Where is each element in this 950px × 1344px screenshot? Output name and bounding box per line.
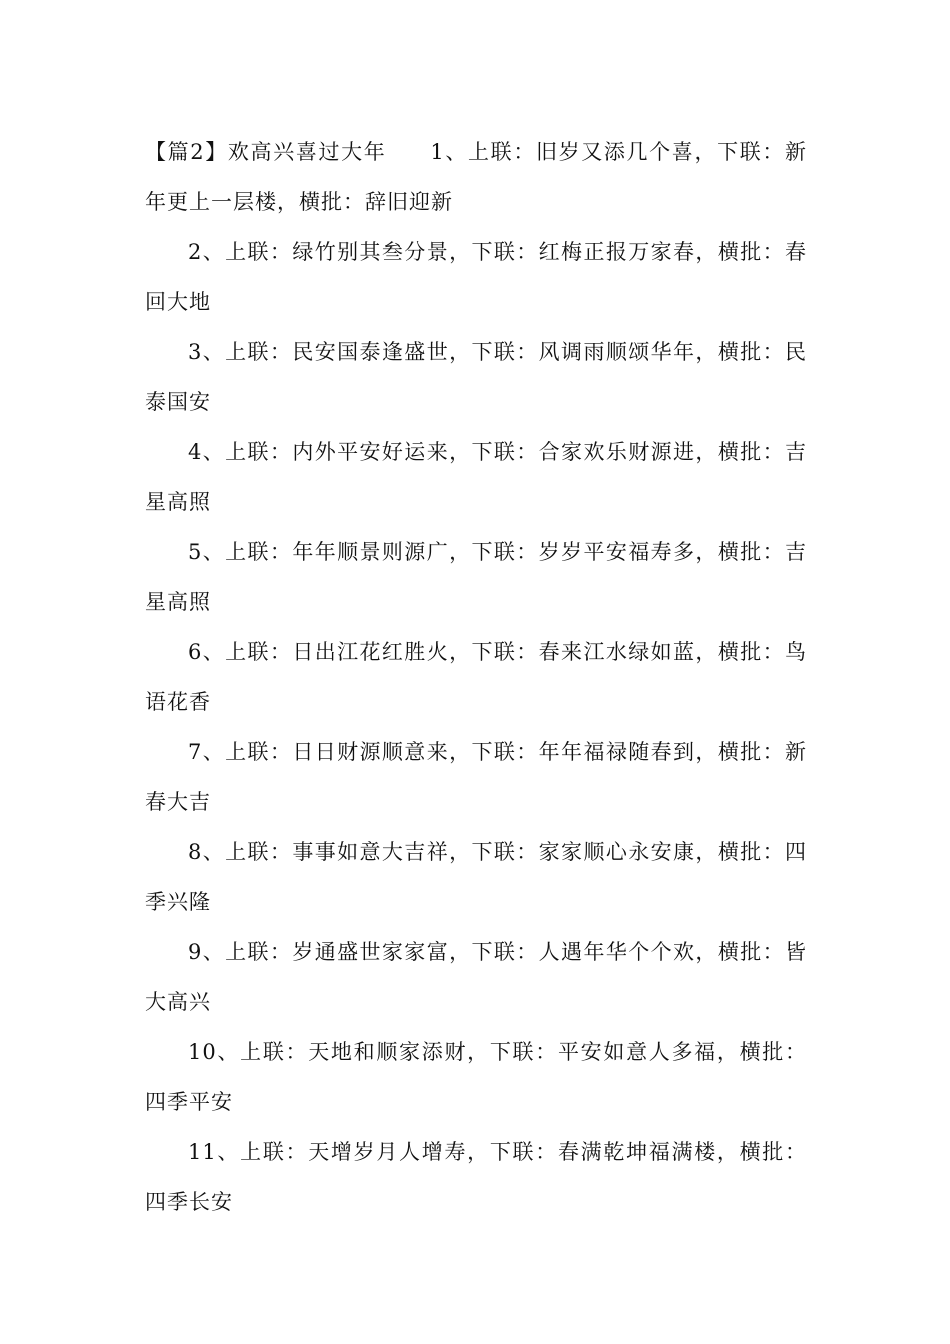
paragraph-1 bbox=[145, 127, 807, 227]
couplet-item: 2、上联：绿竹别其叁分景，下联：红梅正报万家春，横批：春回大地 bbox=[145, 240, 807, 314]
couplet-item: 11、上联：天增岁月人增寿，下联：春满乾坤福满楼，横批：四季长安 bbox=[145, 1140, 807, 1214]
couplet-item: 3、上联：民安国泰逢盛世，下联：风调雨顺颂华年，横批：民泰国安 bbox=[145, 340, 807, 414]
couplet-item: 7、上联：日日财源顺意来，下联：年年福禄随春到，横批：新春大吉 bbox=[145, 740, 807, 814]
couplet-item: 10、上联：天地和顺家添财，下联：平安如意人多福，横批：四季平安 bbox=[145, 1040, 807, 1114]
couplet-item: 8、上联：事事如意大吉祥，下联：家家顺心永安康，横批：四季兴隆 bbox=[145, 840, 807, 914]
couplet-item: 5、上联：年年顺景则源广，下联：岁岁平安福寿多，横批：吉星高照 bbox=[145, 540, 807, 614]
document-body bbox=[145, 127, 807, 1227]
couplet-item: 6、上联：日出江花红胜火，下联：春来江水绿如蓝，横批：鸟语花香 bbox=[145, 640, 807, 714]
couplet-item: 4、上联：内外平安好运来，下联：合家欢乐财源进，横批：吉星高照 bbox=[145, 440, 807, 514]
couplet-item: 9、上联：岁通盛世家家富，下联：人遇年华个个欢，横批：皆大高兴 bbox=[145, 940, 807, 1014]
couplet-item: 1、上联：旧岁又添几个喜，下联：新年更上一层楼，横批：辞旧迎新 bbox=[145, 140, 807, 214]
section-title: 【篇2】欢高兴喜过大年 bbox=[145, 140, 387, 164]
